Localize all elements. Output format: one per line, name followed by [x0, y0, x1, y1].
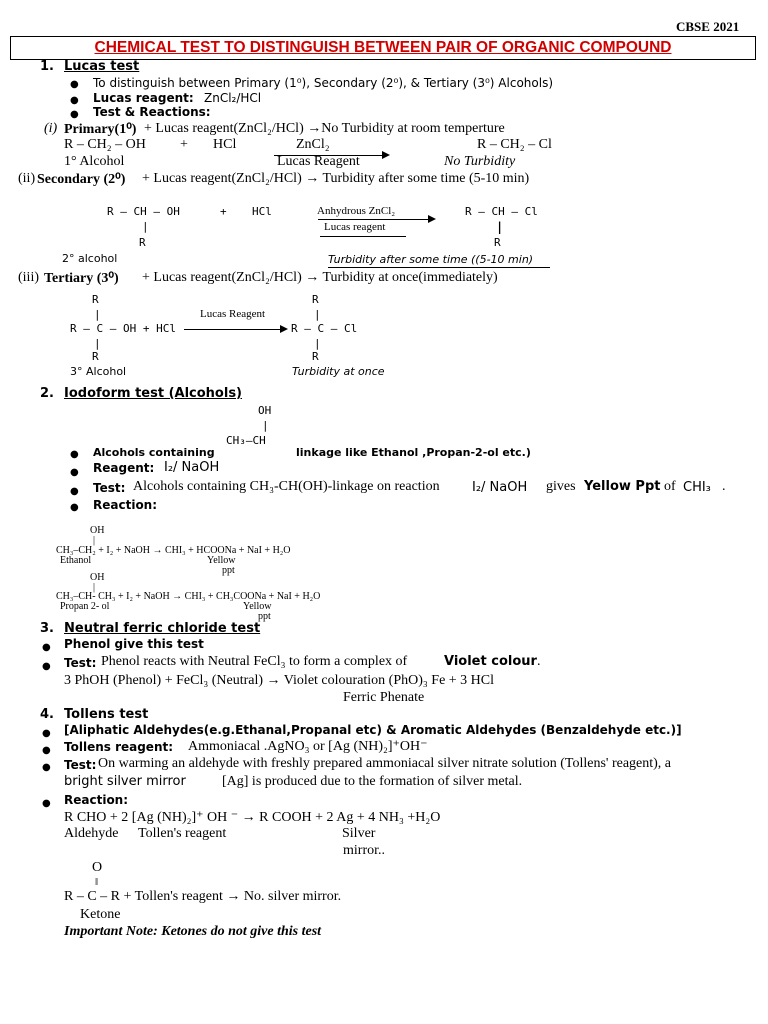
ferric-phenate-label: Ferric Phenate — [343, 690, 425, 705]
secondary-reagent-top: Anhydrous ZnCl₂ — [317, 205, 396, 217]
secondary-hcl: HCl — [252, 205, 272, 218]
tertiary-description: + Lucas reagent(ZnCl₂/HCl) → Turbidity at once(immediately) — [142, 270, 498, 285]
secondary-bond: | — [142, 220, 149, 233]
arrow-head-icon — [428, 215, 436, 223]
tollens-equation: R CHO + 2 [Ag (NH)₂]⁺ OH ⁻ → R COOH + 2 Ag + 4 NH₃ +H₂O — [64, 810, 441, 825]
arrow-head-icon — [382, 151, 390, 159]
r2-equation: CH₃–CH- CH₃ + I₂ + NaOH → CHI₃ + CH₃COONa + NaI + H₂O — [56, 591, 321, 602]
secondary-prefix: (ii) — [18, 171, 36, 186]
tertiary-label: Tertiary (3⁰) — [44, 271, 119, 286]
primary-label: Primary(1⁰) — [64, 122, 137, 137]
ferric-bullet-1: Phenol give this test — [64, 637, 204, 651]
r1-ppt: ppt — [222, 565, 235, 576]
bullet-icon: ● — [42, 728, 51, 739]
tollens-reagent-label: Tollens reagent: — [64, 740, 174, 754]
primary-result-label: No Turbidity — [444, 154, 516, 169]
bullet-icon: ● — [42, 762, 51, 773]
tollens-bullet-1: [Aliphatic Aldehydes(e.g.Ethanal,Propanal etc) & Aromatic Aldehydes (Benzaldehyde etc.)] — [64, 723, 682, 737]
iodoform-heading: Iodoform test (Alcohols) — [64, 386, 243, 401]
iodoform-test-reagent: I₂/ NaOH — [472, 480, 528, 495]
r1-yellow: Yellow — [207, 555, 236, 566]
ketone-equation: R – C – R + Tollen's reagent → No. silver mirror. — [64, 889, 342, 904]
tertiary-r-bottom: R — [92, 350, 99, 363]
iodoform-reagent-label: Reagent: — [93, 461, 155, 475]
ferric-equation: 3 PhOH (Phenol) + FeCl₃ (Neutral) → Violet colouration (PhO)₃ Fe + 3 HCl — [64, 673, 495, 688]
iodoform-test-of: of — [664, 479, 676, 494]
lucas-bullet-1: To distinguish between Primary (1⁰), Secondary (2⁰), & Tertiary (3⁰) Alcohols) — [93, 76, 553, 90]
ketone-label: Ketone — [80, 907, 121, 922]
bullet-icon: ● — [70, 486, 79, 497]
page-title: CHEMICAL TEST TO DISTINGUISH BETWEEN PAIR OF ORGANIC COMPOUND — [94, 39, 672, 56]
iodoform-yellow-ppt: Yellow Ppt — [584, 479, 661, 494]
secondary-plus: + — [220, 205, 227, 218]
important-note: Important Note: Ketones do not give this test — [64, 924, 322, 939]
iodoform-test-end: . — [722, 479, 726, 494]
lucas-reagent-label: Lucas reagent: — [93, 91, 194, 105]
lucas-reagent-value: ZnCl₂/HCl — [204, 91, 262, 105]
tollens-bright-silver: bright silver mirror — [64, 774, 186, 789]
iodoform-bullet-1a: Alcohols containing — [93, 446, 215, 459]
iodoform-reaction-label: Reaction: — [93, 498, 158, 512]
tollens-heading-number: 4. — [40, 707, 54, 722]
r1-name: Ethanol — [60, 555, 92, 566]
reaction-arrow — [318, 219, 428, 220]
bullet-icon: ● — [42, 642, 51, 653]
lucas-test-reactions: Test & Reactions: — [93, 105, 211, 119]
linkage-ch: CH₃–CH — [226, 434, 266, 447]
tollens-test-label: Test: — [64, 758, 97, 772]
arrow-head-icon — [280, 325, 288, 333]
tollens-test-text-2: [Ag] is produced due to the formation of silver metal. — [222, 774, 523, 789]
tollens-silver-label: Silver — [342, 826, 376, 841]
ferric-test-text: Phenol reacts with Neutral FeCl₃ to form a complex of — [101, 654, 408, 669]
primary-reagent-label: Lucas Reagent — [277, 154, 360, 169]
r2-bond: | — [93, 582, 96, 593]
bullet-icon: ● — [70, 449, 79, 460]
ferric-heading-number: 3. — [40, 621, 54, 636]
bullet-icon: ● — [42, 798, 51, 809]
secondary-reagent-bottom: Lucas reagent — [324, 221, 386, 233]
primary-alcohol-label: 1° Alcohol — [64, 154, 125, 169]
tertiary-product-bond-top: | — [314, 308, 321, 321]
linkage-oh: OH — [258, 404, 272, 417]
primary-plus: + — [180, 137, 188, 152]
tertiary-result-label: Turbidity at once — [292, 365, 385, 378]
ferric-heading: Neutral ferric chloride test — [64, 621, 261, 636]
iodoform-bullet-1b: linkage like Ethanol ,Propan-2-ol etc.) — [296, 446, 531, 459]
bullet-icon: ● — [70, 109, 79, 120]
primary-prefix: (i) — [44, 121, 58, 136]
tollens-reagent-label-2: Tollen's reagent — [138, 826, 227, 841]
secondary-r-group: R — [139, 236, 146, 249]
primary-reactant: R – CH₂ – OH — [64, 137, 146, 152]
tollens-reaction-label: Reaction: — [64, 793, 129, 807]
ketone-oxygen: O — [92, 860, 103, 875]
tertiary-r-top: R — [92, 293, 99, 306]
tertiary-product-r-top: R — [312, 293, 319, 306]
tollens-mirror-label: mirror.. — [343, 843, 385, 858]
primary-hcl: HCl — [213, 137, 237, 152]
bullet-icon: ● — [70, 467, 79, 478]
exam-label: CBSE 2021 — [676, 19, 740, 34]
tertiary-bond-bottom: | — [94, 337, 101, 350]
iodoform-chi3: CHI₃ — [683, 480, 711, 495]
tollens-test-text-1: On warming an aldehyde with freshly prepared ammoniacal silver nitrate solution (Tollens' reagent), a — [98, 756, 672, 771]
title-box — [10, 36, 756, 60]
secondary-alcohol-label: 2° alcohol — [62, 252, 118, 265]
secondary-reactant: R – CH – OH — [107, 205, 180, 218]
tertiary-bond-top: | — [94, 308, 101, 321]
r2-name: Propan 2- ol — [60, 601, 110, 612]
bullet-icon: ● — [70, 502, 79, 513]
tertiary-product: R – C – Cl — [291, 322, 358, 335]
tertiary-product-r-bottom: R — [312, 350, 319, 363]
ferric-violet: Violet colour — [444, 654, 537, 669]
ketone-double-bond: ‖ — [95, 876, 99, 888]
r1-bond: | — [93, 535, 96, 546]
ferric-test-label: Test: — [64, 656, 97, 670]
tertiary-prefix: (iii) — [18, 270, 39, 285]
iodoform-test-label: Test: — [93, 481, 126, 495]
r2-yellow: Yellow — [243, 601, 272, 612]
secondary-product: R – CH – Cl — [465, 205, 538, 218]
primary-description: + Lucas reagent(ZnCl₂/HCl) →No Turbidity at room temperture — [144, 121, 505, 136]
tertiary-alcohol-label: 3° Alcohol — [70, 365, 127, 378]
tertiary-product-bond-bottom: | — [314, 337, 321, 350]
r1-oh: OH — [90, 525, 105, 536]
bullet-icon: ● — [70, 95, 79, 106]
linkage-bond: | — [262, 419, 269, 432]
iodoform-test-text: Alcohols containing CH₃-CH(OH)-linkage on reaction — [133, 479, 440, 494]
iodoform-test-gives: gives — [546, 479, 576, 494]
underline-rule — [328, 267, 550, 268]
tertiary-reactant: R – C – OH + HCl — [70, 322, 176, 335]
primary-product: R – CH₂ – Cl — [477, 137, 552, 152]
tollens-heading: Tollens test — [64, 707, 149, 722]
r2-ppt: ppt — [258, 611, 271, 622]
r2-oh: OH — [90, 572, 105, 583]
secondary-result-label: Turbidity after some time ((5-10 min) — [328, 253, 534, 266]
reaction-arrow — [184, 329, 280, 330]
r1-equation: CH₃–CH₂ + I₂ + NaOH → CHI₃ + HCOONa + NaI + H₂O — [56, 545, 291, 556]
bullet-icon: ● — [42, 661, 51, 672]
bullet-icon: ● — [42, 745, 51, 756]
lucas-heading-number: 1. — [40, 59, 54, 74]
secondary-label: Secondary (2⁰) — [37, 172, 126, 187]
iodoform-heading-number: 2. — [40, 386, 54, 401]
primary-reagent: ZnCl₂ — [296, 137, 330, 152]
secondary-product-r-group: R — [494, 236, 501, 249]
secondary-description: + Lucas reagent(ZnCl₂/HCl) → Turbidity after some time (5-10 min) — [142, 171, 530, 186]
secondary-product-bond: | — [496, 220, 504, 234]
ferric-test-end: . — [537, 654, 541, 669]
underline-rule — [320, 236, 406, 237]
tollens-reagent-text: Ammoniacal .AgNO₃ or [Ag (NH)₂]⁺OH⁻ — [188, 739, 428, 754]
tollens-aldehyde-label: Aldehyde — [64, 826, 119, 841]
bullet-icon: ● — [70, 79, 79, 90]
tertiary-reagent-label: Lucas Reagent — [200, 308, 266, 320]
lucas-heading: Lucas test — [64, 59, 140, 74]
iodoform-reagent-value: I₂/ NaOH — [164, 460, 220, 475]
